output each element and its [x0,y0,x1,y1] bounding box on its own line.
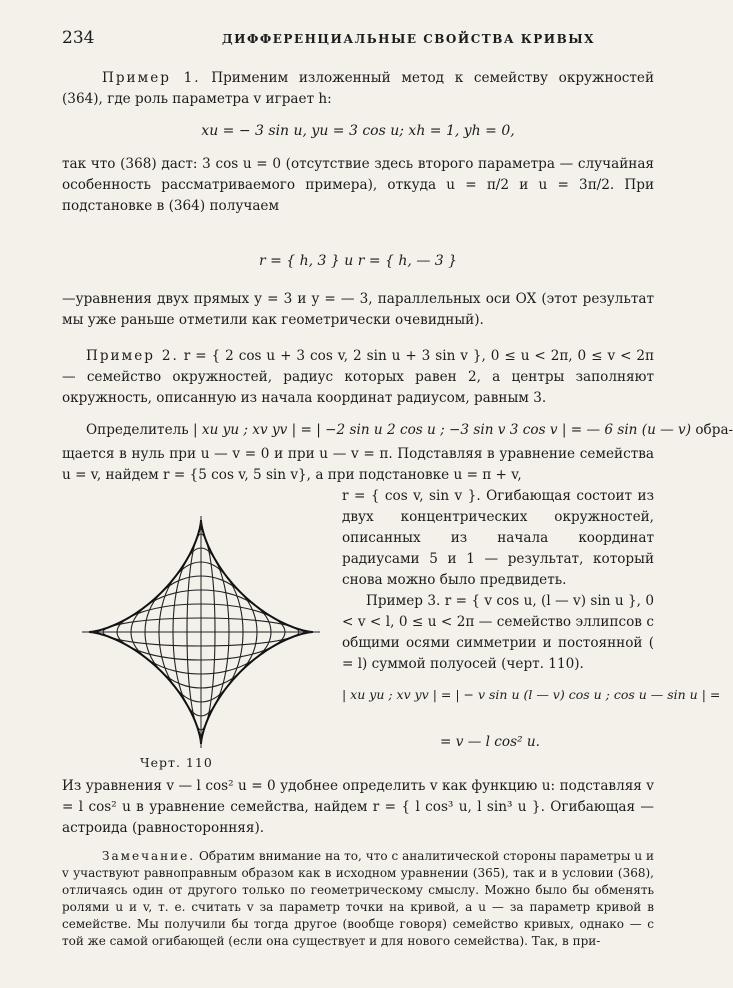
example2-text1-body: r = { 2 cos u + 3 cos v, 2 sin u + 3 sin v }, 0 ≤ u < 2π, 0 ≤ v < 2π — семейство окружностей, радиус которых равен 2, а центры заполняют окружность, описанную из начала координат радиусом, равным 3. [62,348,654,406]
example2-determinant-line [86,420,733,441]
example3-label: Пример 3. [366,593,441,609]
example3-det-formula: | xu yu ; xv yv | = | − v sin u (l — v) cos u ; cos u — sin u | = [342,687,721,702]
example1-formula2: r = { h, 3 } и r = { h, — 3 } [258,253,458,269]
remark-text: Обратим внимание на то, что с аналитической стороны параметры u и v участвуют равноправным образом как в исходном уравнении (365), так и в условии (368), отличаясь один от другого только по геометрическому смыслу. Можно было бы обменять ролями u и v, т. е. считать v за параметр точки на кривой, а u — за параметр кривой в семействе. Мы получили бы тогда другое (вообще говоря) семейство кривых, однако — с той же самой огибающей (если она существует и для нового семейства). Так, в при- [62,849,654,948]
example1-text2: так что (368) даст: 3 cos u = 0 (отсутствие здесь второго параметра — случайная особенность рассматриваемого примера), откуда u = π/2 и u = 3π/2. При подстановке в (364) получаем [62,156,654,214]
example2-det-formula: | xu yu ; xv yv | = | −2 sin u 2 cos u ; −3 sin v 3 cos v | = — 6 sin (u — v) [193,422,692,438]
remark [62,848,654,950]
example3-text2: Из уравнения v — l cos² u = 0 удобнее определить v как функцию u: подставляя v = l cos² u в уравнение семейства, найдем r = { l cos³ u, l sin³ u }. Огибающая — астроида (равносторонняя). [62,778,654,836]
example1-label: Пример 1. [102,70,201,86]
example3-det-result: = v — l cos² u. [440,734,540,750]
figure-caption: Черт. 110 [140,755,213,770]
astroid-figure [78,512,324,752]
example2-text3: r = { cos v, sin v }. Огибающая состоит из двух концентрических окружностей, описанных из начала координат радиусами 5 и 1 — результат, который снова можно было предвидеть. [342,488,654,588]
example2-det-tail: обра- [695,422,733,438]
page-number: 234 [62,28,95,48]
running-title: ДИФФЕРЕНЦИАЛЬНЫЕ СВОЙСТВА КРИВЫХ [222,32,595,46]
example2-text1 [62,346,654,409]
page-header [62,28,656,50]
example1-formula: xu = − 3 sin u, yu = 3 cos u; xh = 1, yh = 0, [201,123,515,139]
example1-intro-text: Применим изложенный метод к семейству окружностей (364), где роль параметра v играет h: [62,70,655,107]
remark-label: Замечание. [102,849,196,863]
example3-text1 [342,591,654,675]
example1-intro [62,68,654,110]
example2-det-label: Определитель [86,422,189,438]
example2-label: Пример 2. [86,348,179,364]
example1-text3: —уравнения двух прямых y = 3 и y = — 3, параллельных оси OX (этот результат мы уже раньше отметили как геометрически очевидный). [62,291,654,328]
example2-text2: щается в нуль при u — v = 0 и при u — v = π. Подставляя в уравнение семейства u = v, найдем r = {5 cos v, 5 sin v}, а при подстановке u = π + v, [62,446,654,483]
example3-text1-body: r = { v cos u, (l — v) sin u }, 0 < v < l, 0 ≤ u < 2π — семейство эллипсов с общими осями симметрии и постоянной ( = l) суммой полуосей (черт. 110). [342,593,654,672]
